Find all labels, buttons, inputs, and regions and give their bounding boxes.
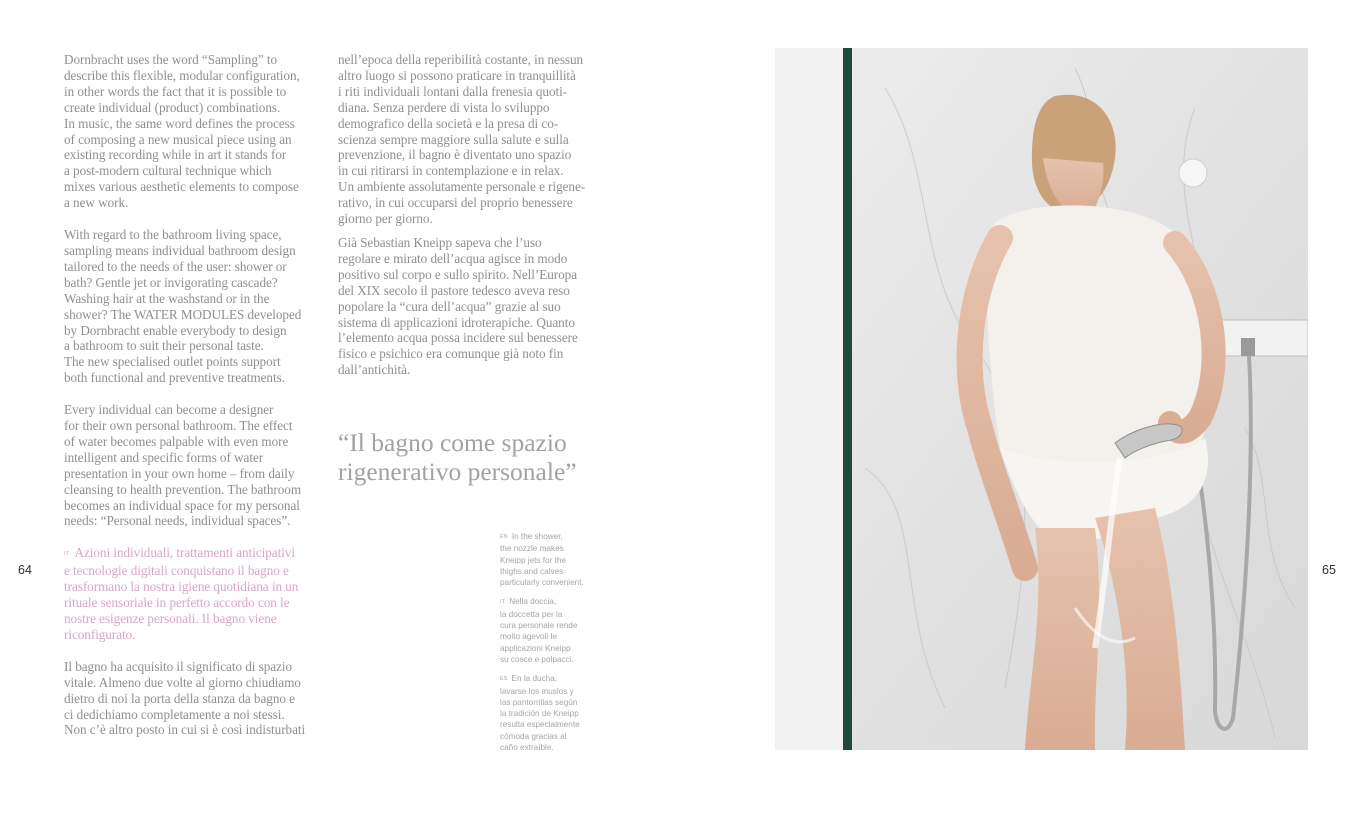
photo-captions [500,531,595,761]
caption-text: In the shower, the nozzle makes Kneipp jets for the thighs and calves particularly convenient. [500,532,584,588]
body-paragraph: nell’epoca della reperibilità costante, in nessun altro luogo si possono praticare in tranquillità i riti individuali lontani dalla frenesia quoti- diana. Senza perdere di vista lo sviluppo demografico della società e la presa di co- scienza sempre maggiore sulla salute e sulla prevenzione, il bagno è diventato uno spazio in cui ritirarsi in contemplazione e in relax. Un ambiente assolutamente personale e rigene- rativo, in cui occuparsi del proprio benessere giorno per giorno. [338,52,586,227]
left-wall [775,48,845,750]
text-column-2 [338,52,603,378]
pull-quote-text: “Il bagno come spazio rigenerativo personale” [338,428,577,486]
italian-intro [64,545,326,642]
page-number-right: 65 [1322,563,1336,577]
wall-valve-icon [1179,159,1207,187]
text-column-1 [64,52,326,738]
body-paragraph: Già Sebastian Kneipp sapeva che l’uso regolare e mirato dell’acqua agisce in modo positivo sul corpo e sullo spirito. Nell’Europa del XIX secolo il pastore tedesco aveva reso popolare la “cura dell’acqua” grazie al suo sistema di applicazioni idroterapiche. Quanto l’elemento acqua possa incidere sul benessere fisico e psichico era comunque già noto fin dall’antichità. [338,234,578,378]
shower-photo [775,48,1308,750]
caption-text: En la ducha, lavarse los muslos y las pantorrillas según la tradición de Kneipp resulta especialmente cómoda gracias al caño extraíble. [500,674,580,753]
caption-en [500,531,595,588]
language-tag: IT [500,599,506,606]
language-tag: ES [500,676,508,683]
body-paragraph: Il bagno ha acquisito il significato di spazio vitale. Almeno due volte al giorno chiudiamo dietro di noi la porta della stanza da bagno e ci dedichiamo completamente a noi stessi. Non c’è altro posto in cui si è così indisturbati [64,658,306,738]
language-tag: EN [500,534,508,540]
caption-it [500,596,595,665]
glass-edge [843,48,852,750]
hose-connector [1241,338,1255,356]
page-number-left: 64 [18,563,32,577]
body-paragraph: With regard to the bathroom living space, sampling means individual bathroom design tailored to the needs of the user: shower or bath? Gentle jet or invigorating cascade? Washing hair at the washstand or in the shower? The WATER MODULES developed by Dornbracht enable everybody to design a bathroom to suit their personal taste. The new specialised outlet points support both functional and preventive treatments. [64,227,302,386]
caption-text: Nella doccia, la doccetta per la cura personale rende molto agevoli le applicazioni Kneipp su cosce e polpacci. [500,597,578,664]
pull-quote [338,428,608,486]
caption-es [500,673,595,753]
italian-intro-text: Azioni individuali, trattamenti anticipativi e tecnologie digitali conquistano il bagno e trasformano la nostra igiene quotidiana in un rituale sensoriale in perfetto accordo con le nostre esigenze personali. Il bagno viene riconfigurato. [64,545,299,642]
language-tag: IT [64,551,70,558]
body-paragraph: Every individual can become a designer for their own personal bathroom. The effect of water becomes palpable with even more intelligent and specific forms of water presentation in your own home – from daily cleansing to health prevention. The bathroom becomes an individual space for my personal needs: “Personal needs, individual spaces”. [64,402,302,529]
body-paragraph: Dornbracht uses the word “Sampling” to describe this flexible, modular configuration, in other words the fact that it is possible to create individual (product) combinations. In music, the same word defines the process of composing a new musical piece using an existing recording while in art it stands for a post-modern cultural technique which mixes various aesthetic elements to compose a new work. [64,52,300,211]
shower-photo-illustration [775,48,1308,750]
